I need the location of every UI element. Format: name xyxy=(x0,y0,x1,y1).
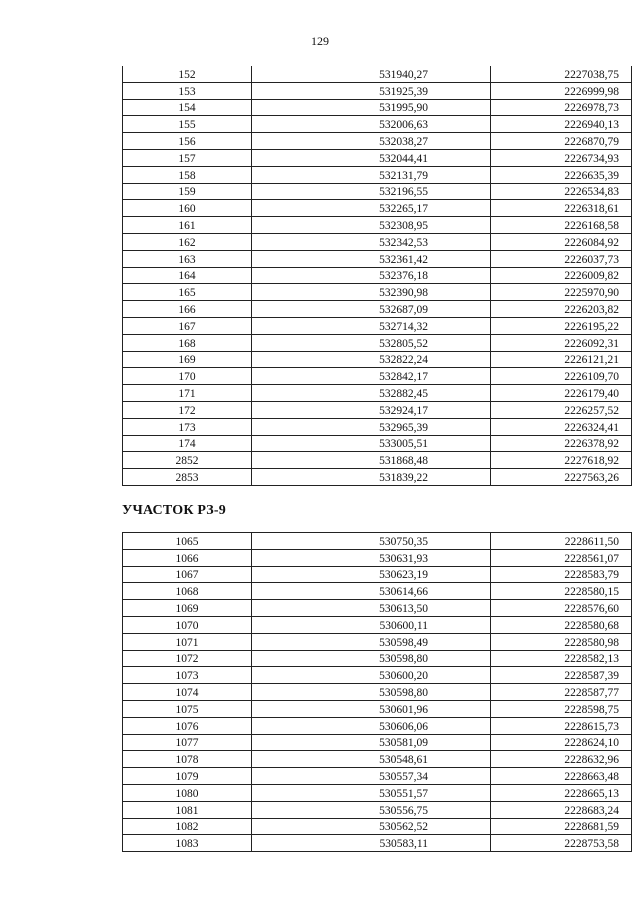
table-row xyxy=(123,533,632,550)
table-row xyxy=(123,751,632,768)
point-number-cell: 160 xyxy=(123,200,252,217)
x-coordinate-cell: 530623,19 xyxy=(252,566,491,583)
x-coordinate-cell: 531925,39 xyxy=(252,82,491,99)
table-row xyxy=(123,835,632,852)
x-coordinate-cell: 530606,06 xyxy=(252,717,491,734)
point-number-cell: 1070 xyxy=(123,616,252,633)
table-row xyxy=(123,82,632,99)
point-number-cell: 1072 xyxy=(123,650,252,667)
y-coordinate-cell: 2228753,58 xyxy=(491,835,632,852)
x-coordinate-cell: 532131,79 xyxy=(252,166,491,183)
x-coordinate-cell: 530551,57 xyxy=(252,784,491,801)
x-coordinate-cell: 532842,17 xyxy=(252,368,491,385)
y-coordinate-cell: 2227618,92 xyxy=(491,452,632,469)
point-number-cell: 1082 xyxy=(123,818,252,835)
y-coordinate-cell: 2226203,82 xyxy=(491,301,632,318)
point-number-cell: 2852 xyxy=(123,452,252,469)
x-coordinate-cell: 532038,27 xyxy=(252,133,491,150)
table-row xyxy=(123,385,632,402)
point-number-cell: 1077 xyxy=(123,734,252,751)
y-coordinate-cell: 2227563,26 xyxy=(491,469,632,486)
table-row xyxy=(123,734,632,751)
section-heading: УЧАСТОК РЗ-9 xyxy=(122,503,226,518)
point-number-cell: 164 xyxy=(123,267,252,284)
point-number-cell: 168 xyxy=(123,334,252,351)
y-coordinate-cell: 2228681,59 xyxy=(491,818,632,835)
table-row xyxy=(123,233,632,250)
table-row xyxy=(123,217,632,234)
table-row xyxy=(123,99,632,116)
y-coordinate-cell: 2226179,40 xyxy=(491,385,632,402)
table-row xyxy=(123,334,632,351)
table-row xyxy=(123,700,632,717)
point-number-cell: 163 xyxy=(123,250,252,267)
table-row xyxy=(123,116,632,133)
y-coordinate-cell: 2226121,21 xyxy=(491,351,632,368)
table-row xyxy=(123,633,632,650)
point-number-cell: 171 xyxy=(123,385,252,402)
point-number-cell: 1079 xyxy=(123,768,252,785)
point-number-cell: 1066 xyxy=(123,549,252,566)
y-coordinate-cell: 2228561,07 xyxy=(491,549,632,566)
y-coordinate-cell: 2228580,68 xyxy=(491,616,632,633)
x-coordinate-cell: 532376,18 xyxy=(252,267,491,284)
point-number-cell: 1081 xyxy=(123,801,252,818)
table-row xyxy=(123,452,632,469)
point-number-cell: 1080 xyxy=(123,784,252,801)
table-row xyxy=(123,66,632,82)
y-coordinate-cell: 2228598,75 xyxy=(491,700,632,717)
x-coordinate-cell: 530631,93 xyxy=(252,549,491,566)
x-coordinate-cell: 532390,98 xyxy=(252,284,491,301)
table-row xyxy=(123,469,632,486)
point-number-cell: 165 xyxy=(123,284,252,301)
point-number-cell: 159 xyxy=(123,183,252,200)
y-coordinate-cell: 2228611,50 xyxy=(491,533,632,550)
x-coordinate-cell: 530601,96 xyxy=(252,700,491,717)
coordinates-table-2-body xyxy=(123,533,632,852)
x-coordinate-cell: 532965,39 xyxy=(252,418,491,435)
x-coordinate-cell: 532265,17 xyxy=(252,200,491,217)
y-coordinate-cell: 2226318,61 xyxy=(491,200,632,217)
x-coordinate-cell: 532714,32 xyxy=(252,317,491,334)
y-coordinate-cell: 2228632,96 xyxy=(491,751,632,768)
point-number-cell: 1069 xyxy=(123,600,252,617)
table-row xyxy=(123,549,632,566)
x-coordinate-cell: 530614,66 xyxy=(252,583,491,600)
x-coordinate-cell: 533005,51 xyxy=(252,435,491,452)
table-row xyxy=(123,784,632,801)
y-coordinate-cell: 2228665,13 xyxy=(491,784,632,801)
table-row xyxy=(123,566,632,583)
table-row xyxy=(123,418,632,435)
point-number-cell: 161 xyxy=(123,217,252,234)
x-coordinate-cell: 530598,49 xyxy=(252,633,491,650)
y-coordinate-cell: 2226109,70 xyxy=(491,368,632,385)
y-coordinate-cell: 2228663,48 xyxy=(491,768,632,785)
x-coordinate-cell: 530583,11 xyxy=(252,835,491,852)
y-coordinate-cell: 2228576,60 xyxy=(491,600,632,617)
x-coordinate-cell: 532006,63 xyxy=(252,116,491,133)
y-coordinate-cell: 2226324,41 xyxy=(491,418,632,435)
x-coordinate-cell: 532882,45 xyxy=(252,385,491,402)
table-row xyxy=(123,284,632,301)
point-number-cell: 1075 xyxy=(123,700,252,717)
point-number-cell: 172 xyxy=(123,401,252,418)
table-row xyxy=(123,301,632,318)
x-coordinate-cell: 530548,61 xyxy=(252,751,491,768)
y-coordinate-cell: 2226870,79 xyxy=(491,133,632,150)
point-number-cell: 1068 xyxy=(123,583,252,600)
y-coordinate-cell: 2226635,39 xyxy=(491,166,632,183)
page-number: 129 xyxy=(311,34,329,48)
table-row xyxy=(123,818,632,835)
table-row xyxy=(123,368,632,385)
y-coordinate-cell: 2228587,77 xyxy=(491,684,632,701)
point-number-cell: 1074 xyxy=(123,684,252,701)
point-number-cell: 153 xyxy=(123,82,252,99)
y-coordinate-cell: 2228624,10 xyxy=(491,734,632,751)
table-row xyxy=(123,435,632,452)
x-coordinate-cell: 532196,55 xyxy=(252,183,491,200)
table-row xyxy=(123,600,632,617)
x-coordinate-cell: 531839,22 xyxy=(252,469,491,486)
table-row xyxy=(123,684,632,701)
table-row xyxy=(123,401,632,418)
table-row xyxy=(123,317,632,334)
x-coordinate-cell: 530600,20 xyxy=(252,667,491,684)
table-row xyxy=(123,717,632,734)
table-row xyxy=(123,166,632,183)
point-number-cell: 154 xyxy=(123,99,252,116)
y-coordinate-cell: 2226734,93 xyxy=(491,149,632,166)
x-coordinate-cell: 532361,42 xyxy=(252,250,491,267)
point-number-cell: 157 xyxy=(123,149,252,166)
x-coordinate-cell: 531995,90 xyxy=(252,99,491,116)
x-coordinate-cell: 530750,35 xyxy=(252,533,491,550)
point-number-cell: 169 xyxy=(123,351,252,368)
table-row xyxy=(123,351,632,368)
table-row xyxy=(123,200,632,217)
point-number-cell: 1067 xyxy=(123,566,252,583)
x-coordinate-cell: 532687,09 xyxy=(252,301,491,318)
y-coordinate-cell: 2226257,52 xyxy=(491,401,632,418)
y-coordinate-cell: 2226037,73 xyxy=(491,250,632,267)
y-coordinate-cell: 2226940,13 xyxy=(491,116,632,133)
point-number-cell: 174 xyxy=(123,435,252,452)
table-row xyxy=(123,133,632,150)
x-coordinate-cell: 532342,53 xyxy=(252,233,491,250)
coordinates-table-1-body xyxy=(123,66,632,485)
coordinates-table-2 xyxy=(122,532,632,852)
x-coordinate-cell: 532044,41 xyxy=(252,149,491,166)
x-coordinate-cell: 531940,27 xyxy=(252,66,491,82)
y-coordinate-cell: 2228580,98 xyxy=(491,633,632,650)
x-coordinate-cell: 530598,80 xyxy=(252,650,491,667)
coordinates-table-1 xyxy=(122,66,632,486)
table-row xyxy=(123,667,632,684)
y-coordinate-cell: 2228582,13 xyxy=(491,650,632,667)
x-coordinate-cell: 530600,11 xyxy=(252,616,491,633)
point-number-cell: 1083 xyxy=(123,835,252,852)
y-coordinate-cell: 2226092,31 xyxy=(491,334,632,351)
y-coordinate-cell: 2226978,73 xyxy=(491,99,632,116)
y-coordinate-cell: 2226999,98 xyxy=(491,82,632,99)
x-coordinate-cell: 530581,09 xyxy=(252,734,491,751)
x-coordinate-cell: 530613,50 xyxy=(252,600,491,617)
point-number-cell: 1076 xyxy=(123,717,252,734)
y-coordinate-cell: 2225970,90 xyxy=(491,284,632,301)
y-coordinate-cell: 2228587,39 xyxy=(491,667,632,684)
y-coordinate-cell: 2228583,79 xyxy=(491,566,632,583)
point-number-cell: 167 xyxy=(123,317,252,334)
point-number-cell: 158 xyxy=(123,166,252,183)
point-number-cell: 1078 xyxy=(123,751,252,768)
y-coordinate-cell: 2228580,15 xyxy=(491,583,632,600)
x-coordinate-cell: 531868,48 xyxy=(252,452,491,469)
table-row xyxy=(123,183,632,200)
x-coordinate-cell: 532924,17 xyxy=(252,401,491,418)
y-coordinate-cell: 2226084,92 xyxy=(491,233,632,250)
table-row xyxy=(123,149,632,166)
point-number-cell: 1071 xyxy=(123,633,252,650)
x-coordinate-cell: 530556,75 xyxy=(252,801,491,818)
point-number-cell: 2853 xyxy=(123,469,252,486)
point-number-cell: 173 xyxy=(123,418,252,435)
table-row xyxy=(123,616,632,633)
point-number-cell: 170 xyxy=(123,368,252,385)
y-coordinate-cell: 2227038,75 xyxy=(491,66,632,82)
table-row xyxy=(123,801,632,818)
x-coordinate-cell: 532805,52 xyxy=(252,334,491,351)
point-number-cell: 156 xyxy=(123,133,252,150)
x-coordinate-cell: 532822,24 xyxy=(252,351,491,368)
table-row xyxy=(123,650,632,667)
y-coordinate-cell: 2228683,24 xyxy=(491,801,632,818)
table-row xyxy=(123,768,632,785)
x-coordinate-cell: 532308,95 xyxy=(252,217,491,234)
point-number-cell: 1073 xyxy=(123,667,252,684)
y-coordinate-cell: 2226168,58 xyxy=(491,217,632,234)
x-coordinate-cell: 530598,80 xyxy=(252,684,491,701)
y-coordinate-cell: 2226009,82 xyxy=(491,267,632,284)
y-coordinate-cell: 2228615,73 xyxy=(491,717,632,734)
point-number-cell: 155 xyxy=(123,116,252,133)
x-coordinate-cell: 530562,52 xyxy=(252,818,491,835)
point-number-cell: 162 xyxy=(123,233,252,250)
point-number-cell: 166 xyxy=(123,301,252,318)
point-number-cell: 1065 xyxy=(123,533,252,550)
point-number-cell: 152 xyxy=(123,66,252,82)
table-row xyxy=(123,267,632,284)
y-coordinate-cell: 2226534,83 xyxy=(491,183,632,200)
y-coordinate-cell: 2226195,22 xyxy=(491,317,632,334)
table-row xyxy=(123,250,632,267)
y-coordinate-cell: 2226378,92 xyxy=(491,435,632,452)
table-row xyxy=(123,583,632,600)
x-coordinate-cell: 530557,34 xyxy=(252,768,491,785)
